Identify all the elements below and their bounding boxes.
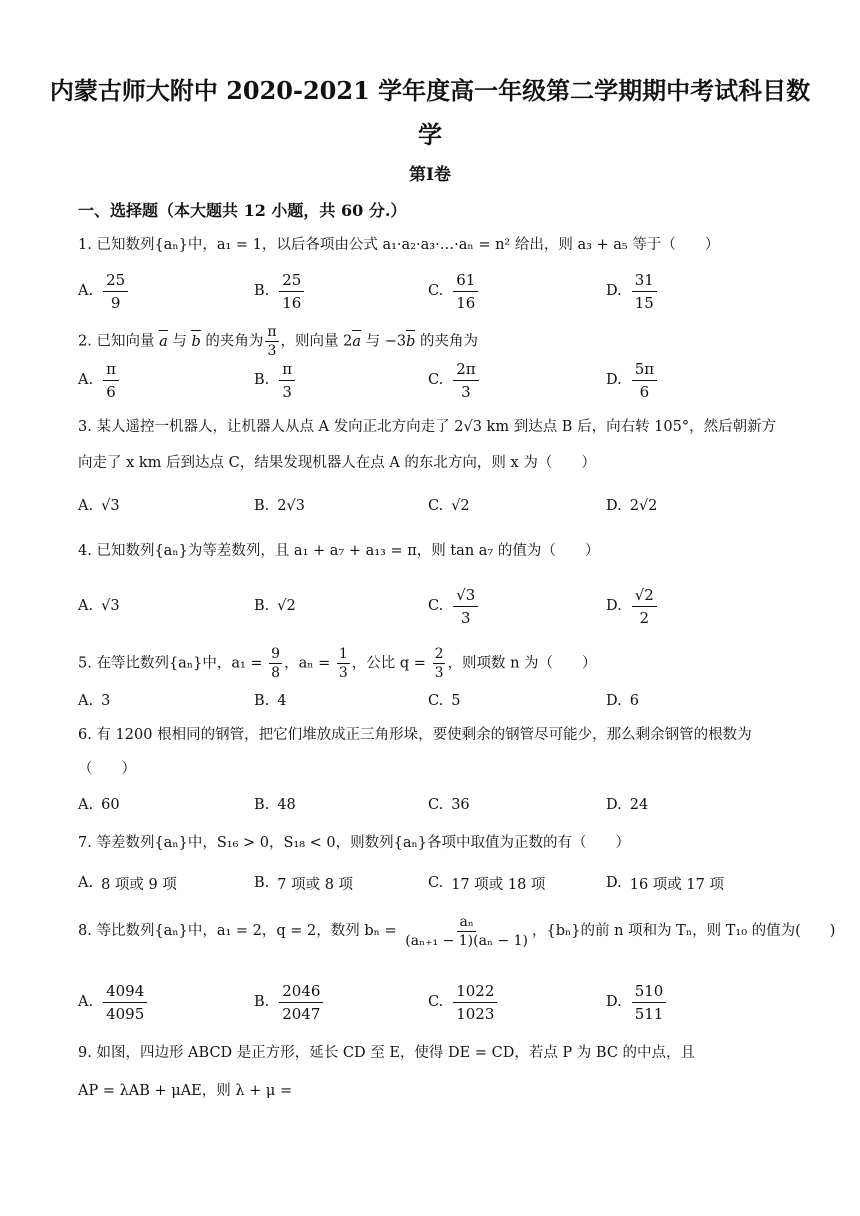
question-2-options: [78, 360, 788, 400]
question-3-options: [78, 486, 788, 526]
option-c[interactable]: C. $\frac{√3}{3}$: [428, 586, 480, 626]
option-c[interactable]: C. $\frac{1022}{1023}$: [428, 980, 499, 1024]
option-b[interactable]: B. $\frac{25}{16}$: [254, 271, 306, 311]
option-a[interactable]: A. $\frac{25}{9}$: [78, 271, 130, 311]
option-d[interactable]: D. 2√2: [606, 498, 658, 514]
option-a[interactable]: A. $\frac{\pi}{6}$: [78, 360, 121, 400]
option-c[interactable]: C. 5: [428, 693, 461, 709]
option-d[interactable]: D. 24: [606, 797, 649, 813]
question-text: 已知数列{aₙ}中，a₁ = 1，以后各项由公式 a₁·a₂·a₃·…·aₙ = n² 给出，则 a₃ + a₅ 等于（ ）: [96, 237, 720, 253]
option-a[interactable]: A. $\frac{4094}{4095}$: [78, 980, 149, 1024]
question-5-options: [78, 686, 788, 716]
vector-a: a: [159, 329, 168, 355]
option-c[interactable]: C. √2: [428, 498, 470, 514]
question-8: 8. 等比数列{aₙ}中，a₁ = 2，q = 2，数列 bₙ = $\frac{\text{aₙ}}{\text{(aₙ₊₁ − 1)(aₙ − 1)}}$ ，{bₙ}的前 n 项和为 Tₙ，则 T₁₀ 的值为( ): [78, 913, 836, 949]
question-number: 1.: [78, 237, 92, 253]
option-a[interactable]: A. 60: [78, 797, 120, 813]
option-c[interactable]: C. 17 项或 18 项: [428, 875, 546, 893]
question-6-line2: （ ）: [78, 761, 136, 777]
question-6-options: [78, 790, 788, 820]
question-5: 5. 在等比数列{aₙ}中，a₁ = $\frac{9}{8}$ ，aₙ = $\frac{1}{3}$ ，公比 q = $\frac{2}{3}$ ，则项数 n 为（ ）: [78, 646, 597, 681]
exam-title-line2: 学: [418, 120, 442, 149]
option-c[interactable]: C. 36: [428, 797, 470, 813]
question-2: 2. 已知向量 a 与 b 的夹角为 $\frac{\pi}{3}$ ，则向量 2a 与 −3b 的夹角为: [78, 324, 479, 359]
question-3: 3. 某人遥控一机器人，让机器人从点 A 发向正北方向走了 2√3 km 到达点 B 后，向右转 105°，然后朝新方: [78, 419, 777, 435]
question-8-options: [78, 980, 788, 1024]
question-7-options: [78, 868, 788, 898]
option-c[interactable]: C. $\frac{2\pi}{3}$: [428, 360, 481, 400]
question-6: 6. 有 1200 根相同的钢管，把它们堆放成正三角形垛，要使剩余的钢管尽可能少，那么剩余钢管的根数为: [78, 727, 752, 743]
option-d[interactable]: D. 6: [606, 693, 639, 709]
question-1: [78, 234, 788, 256]
option-d[interactable]: D. $\frac{510}{511}$: [606, 980, 668, 1024]
question-9-line2: AP = λAB + μAE，则 λ + μ =: [78, 1083, 293, 1099]
exam-title-line1: 内蒙古师大附中 2020-2021 学年度高一年级第二学期期中考试科目数: [49, 76, 811, 105]
volume-label: 第Ⅰ卷: [409, 165, 451, 185]
option-a[interactable]: A. √3: [78, 498, 120, 514]
option-b[interactable]: B. 7 项或 8 项: [254, 875, 354, 893]
option-c[interactable]: C. $\frac{61}{16}$: [428, 271, 480, 311]
option-d[interactable]: D. $\frac{√2}{2}$: [606, 586, 659, 626]
option-b[interactable]: B. 48: [254, 797, 296, 813]
option-a[interactable]: A. 3: [78, 693, 111, 709]
option-b[interactable]: B. $\frac{2046}{2047}$: [254, 980, 325, 1024]
option-a[interactable]: A. 8 项或 9 项: [78, 875, 177, 893]
question-4: 4. 已知数列{aₙ}为等差数列，且 a₁ + a₇ + a₁₃ = π，则 tan a₇ 的值为（ ）: [78, 543, 600, 559]
question-3-line2: 向走了 x km 后到达点 C，结果发现机器人在点 A 的东北方向，则 x 为（ ）: [78, 455, 596, 471]
question-9: 9. 如图，四边形 ABCD 是正方形，延长 CD 至 E，使得 DE = CD，若点 P 为 BC 的中点，且: [78, 1045, 696, 1061]
option-d[interactable]: D. 16 项或 17 项: [606, 875, 724, 893]
option-b[interactable]: B. $\frac{\pi}{3}$: [254, 360, 297, 400]
section-heading: 一、选择题（本大题共 12 小题，共 60 分.）: [78, 201, 407, 220]
option-a[interactable]: A. √3: [78, 598, 120, 614]
question-4-options: [78, 586, 788, 626]
vector-b: b: [191, 329, 200, 355]
question-1-options: [78, 271, 788, 311]
option-b[interactable]: B. √2: [254, 598, 296, 614]
question-7: 7. 等差数列{aₙ}中，S₁₆ > 0，S₁₈ < 0，则数列{aₙ}各项中取值为正数的有（ ）: [78, 835, 630, 851]
option-d[interactable]: D. $\frac{5\pi}{6}$: [606, 360, 659, 400]
option-b[interactable]: B. 2√3: [254, 498, 305, 514]
option-d[interactable]: D. $\frac{31}{15}$: [606, 271, 659, 311]
option-b[interactable]: B. 4: [254, 693, 287, 709]
